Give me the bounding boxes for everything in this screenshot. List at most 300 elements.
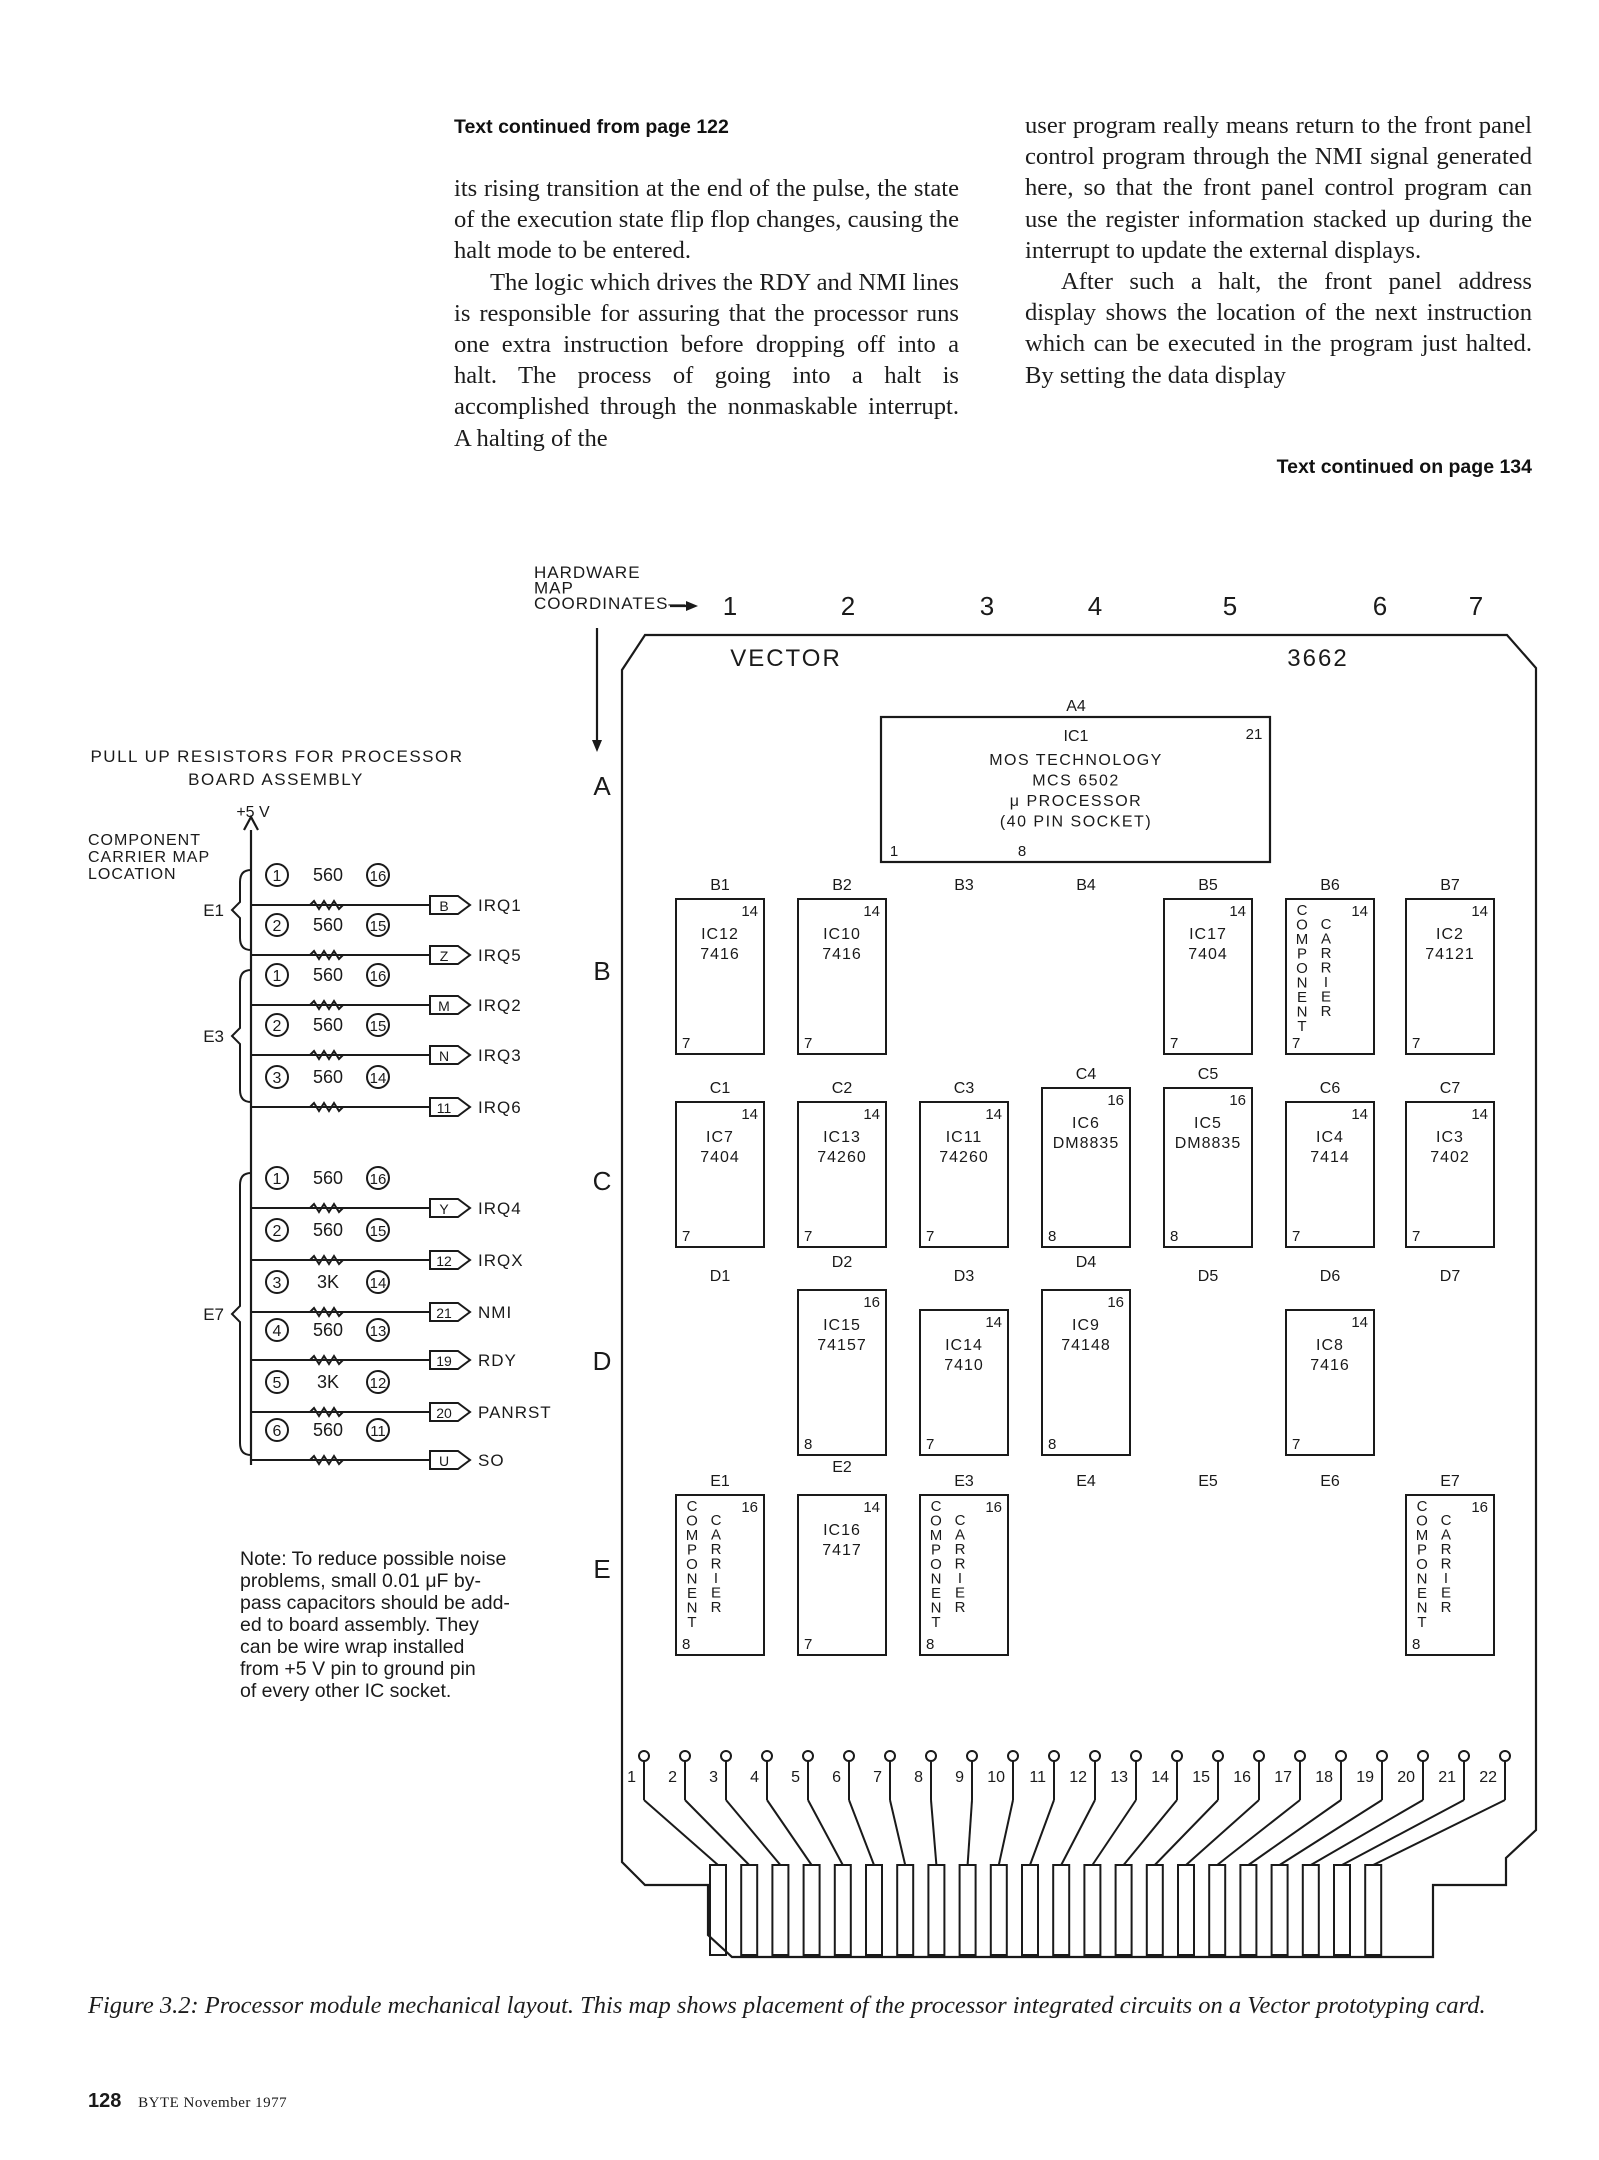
- ic-socket: [798, 899, 886, 1054]
- ic-socket: [798, 1495, 886, 1655]
- hardware-map-label: HARDWARE: [534, 563, 641, 582]
- pin-number: 8: [682, 1636, 691, 1653]
- socket-ic-label: IC17: [1189, 926, 1227, 943]
- socket-position: B3: [954, 877, 974, 894]
- edge-pin: [1213, 1751, 1223, 1761]
- carrier-location-label: CARRIER MAP: [88, 849, 211, 866]
- edge-trace: [931, 1800, 936, 1865]
- right-pin-number: 11: [370, 1423, 386, 1440]
- connector-label: B: [439, 898, 449, 914]
- edge-pin: [1336, 1751, 1346, 1761]
- left-pin-number: 6: [272, 1423, 282, 1440]
- edge-pin-number: 17: [1274, 1769, 1292, 1786]
- edge-pin: [1049, 1751, 1059, 1761]
- pin-number: 16: [741, 1499, 758, 1516]
- carrier-letter: T: [687, 1614, 697, 1631]
- resistor-value: 560: [312, 1220, 344, 1240]
- socket-position: B7: [1440, 877, 1460, 894]
- socket-position: C3: [953, 1080, 975, 1097]
- carrier-letter: C: [1320, 916, 1332, 933]
- connector-label: Z: [439, 948, 449, 964]
- column-coordinate: 2: [840, 591, 856, 621]
- carrier-letter: N: [686, 1570, 698, 1588]
- carrier-letter: I: [957, 1570, 963, 1587]
- row-coordinate: E: [593, 1554, 611, 1584]
- ic-socket: [1164, 1088, 1252, 1247]
- edge-finger: [960, 1865, 976, 1955]
- carrier-letter: R: [1440, 1541, 1452, 1558]
- pin-number: 14: [863, 1106, 880, 1123]
- edge-pin-number: 14: [1151, 1769, 1169, 1786]
- edge-pin-number: 3: [709, 1769, 718, 1786]
- ic-socket: [1286, 1310, 1374, 1455]
- socket-position: C4: [1075, 1066, 1097, 1083]
- carrier-letter: O: [686, 1556, 698, 1573]
- socket-position: D6: [1319, 1268, 1341, 1285]
- left-pin-number: 3: [272, 1070, 282, 1087]
- socket-part-number: 7416: [700, 946, 740, 963]
- processor-description: MOS TECHNOLOGY: [989, 752, 1163, 769]
- left-pin-number: 3: [272, 1275, 282, 1292]
- carrier-letter: R: [1440, 1555, 1452, 1573]
- edge-finger: [1272, 1865, 1288, 1955]
- carrier-letter: A: [1440, 1526, 1452, 1544]
- carrier-letter: E: [710, 1584, 722, 1602]
- hardware-map-label: COORDINATES—: [534, 594, 687, 613]
- connector-label: 20: [436, 1405, 452, 1421]
- edge-pin-number: 12: [1069, 1769, 1087, 1786]
- carrier-letter: A: [1320, 930, 1332, 948]
- pin-number: 7: [1412, 1228, 1421, 1245]
- connector-symbol: [430, 1451, 470, 1469]
- connector-label: 21: [436, 1305, 452, 1321]
- processor-description: μ PROCESSOR: [1009, 793, 1143, 810]
- carrier-letter: R: [710, 1599, 722, 1616]
- row-coordinate: B: [593, 956, 611, 986]
- resistor-value: 560: [312, 1015, 344, 1035]
- edge-finger: [835, 1865, 851, 1955]
- group-label: E7: [203, 1305, 224, 1324]
- right-pin-number: 16: [369, 868, 387, 885]
- carrier-letter: P: [930, 1541, 942, 1559]
- ic-socket: [1042, 1088, 1130, 1247]
- carrier-letter: C: [710, 1512, 722, 1529]
- signal-name: RDY: [478, 1351, 517, 1370]
- socket-position: C6: [1319, 1080, 1341, 1097]
- left-pin-number: 1: [272, 1171, 282, 1188]
- signal-name: IRQX: [478, 1251, 524, 1270]
- socket-part-number: 74121: [1425, 946, 1475, 963]
- pin-number: 7: [804, 1228, 813, 1245]
- ic-socket: [1286, 1102, 1374, 1247]
- socket-ic-label: IC15: [823, 1317, 861, 1334]
- carrier-letter: N: [1416, 1599, 1428, 1617]
- paragraph: user program really means return to the front panel control program through the NMI signal generated here, so that the front panel control program can use the register information stacked up during the interrupt to update the external displays.: [1025, 112, 1532, 264]
- carrier-letter: P: [1416, 1541, 1428, 1559]
- ic-socket: [1164, 899, 1252, 1054]
- carrier-letter: O: [930, 1512, 942, 1530]
- edge-pin: [762, 1751, 772, 1761]
- socket-position: E1: [710, 1473, 730, 1490]
- right-pin-number: 15: [369, 918, 387, 935]
- socket-ic-label: IC8: [1316, 1337, 1344, 1354]
- edge-finger: [1053, 1865, 1069, 1955]
- edge-trace: [1124, 1800, 1177, 1865]
- resistor-value: 560: [312, 965, 344, 985]
- carrier-letter: O: [1296, 916, 1308, 934]
- left-pin-number: 2: [272, 1223, 282, 1240]
- carrier-letter: M: [1295, 931, 1309, 948]
- carrier-letter: I: [1443, 1570, 1449, 1587]
- column-coordinate: 7: [1468, 591, 1484, 621]
- socket-part-number: 74157: [817, 1337, 867, 1354]
- paragraph: After such a halt, the front panel address display shows the location of the next instruction which can be executed in the program just halted. By setting the data display: [1025, 268, 1532, 389]
- socket-ic-label: IC1: [1063, 728, 1089, 745]
- connector-label: Y: [439, 1201, 449, 1217]
- edge-finger: [1084, 1865, 1100, 1955]
- carrier-letter: M: [685, 1527, 699, 1544]
- edge-pin: [1008, 1751, 1018, 1761]
- carrier-letter: R: [954, 1541, 966, 1558]
- carrier-letter: N: [1296, 1003, 1308, 1021]
- carrier-letter: P: [686, 1541, 698, 1559]
- carrier-letter: R: [1320, 945, 1332, 962]
- socket-position: B1: [710, 877, 730, 894]
- left-pin-number: 5: [272, 1375, 282, 1392]
- edge-pin: [1377, 1751, 1387, 1761]
- carrier-letter: R: [954, 1555, 966, 1573]
- paragraph: its rising transition at the end of the pulse, the state of the execution state flip flop changes, causing the halt mode to be entered.: [454, 175, 959, 265]
- pin-number: 8: [1048, 1436, 1057, 1453]
- carrier-letter: N: [1296, 974, 1308, 992]
- socket-position: E2: [832, 1459, 852, 1476]
- carrier-letter: M: [1415, 1527, 1429, 1544]
- pin-number: 8: [1412, 1636, 1421, 1653]
- signal-name: PANRST: [478, 1403, 552, 1422]
- resistor-value: 560: [312, 865, 344, 885]
- signal-name: IRQ5: [478, 946, 522, 965]
- signal-name: IRQ6: [478, 1098, 522, 1117]
- socket-part-number: 74260: [817, 1149, 867, 1166]
- socket-part-number: 7416: [822, 946, 862, 963]
- edge-pin-number: 9: [955, 1769, 964, 1786]
- edge-pin-number: 6: [832, 1769, 841, 1786]
- continued-from-note: Text continued from page 122: [454, 116, 729, 138]
- socket-ic-label: IC6: [1072, 1115, 1100, 1132]
- paragraph: The logic which drives the RDY and NMI lines is responsible for assuring that the processor runs one extra instruction before dropping off into a halt. The process of going into a halt is accomplished through the nonmaskable interrupt. A halting of the: [454, 268, 959, 452]
- left-pin-number: 2: [272, 918, 282, 935]
- edge-finger: [1365, 1865, 1381, 1955]
- socket-part-number: 7404: [700, 1149, 740, 1166]
- row-coordinate: C: [592, 1166, 612, 1196]
- carrier-letter: C: [954, 1512, 966, 1529]
- ic-socket: [1042, 1290, 1130, 1455]
- carrier-location-label: COMPONENT: [88, 832, 201, 849]
- pin-number: 7: [1292, 1228, 1301, 1245]
- ic-socket: [1406, 1102, 1494, 1247]
- carrier-letter: T: [1417, 1614, 1427, 1631]
- socket-ic-label: IC3: [1436, 1129, 1464, 1146]
- note-text: pass capacitors should be add-: [240, 1592, 510, 1614]
- board-brand: VECTOR: [730, 645, 842, 672]
- edge-pin: [926, 1751, 936, 1761]
- carrier-letter: N: [930, 1570, 942, 1588]
- edge-finger: [1147, 1865, 1163, 1955]
- right-pin-number: 16: [369, 1171, 387, 1188]
- edge-trace: [1186, 1800, 1259, 1865]
- pin-number: 7: [926, 1228, 935, 1245]
- edge-pin-number: 2: [668, 1769, 677, 1786]
- pin-number: 14: [1471, 1106, 1488, 1123]
- pin-number: 1: [889, 843, 899, 860]
- carrier-letter: T: [931, 1614, 941, 1631]
- edge-finger: [866, 1865, 882, 1955]
- pin-number: 14: [1351, 1106, 1368, 1123]
- pin-number: 16: [1229, 1092, 1246, 1109]
- column-coordinate: 5: [1222, 591, 1238, 621]
- pin-number: 14: [741, 1106, 758, 1123]
- edge-trace: [1155, 1800, 1218, 1865]
- left-pin-number: 2: [272, 1018, 282, 1035]
- ic-socket: [798, 1290, 886, 1455]
- connector-symbol: [430, 896, 470, 914]
- edge-pin-number: 7: [873, 1769, 882, 1786]
- carrier-letter: O: [1416, 1556, 1428, 1573]
- socket-position: E3: [954, 1473, 974, 1490]
- pin-number: 7: [682, 1228, 691, 1245]
- edge-finger: [1022, 1865, 1038, 1955]
- edge-trace: [808, 1800, 843, 1865]
- carrier-letter: R: [1320, 959, 1332, 977]
- edge-trace: [999, 1800, 1013, 1865]
- pin-number: 8: [1048, 1228, 1057, 1245]
- ic-socket: [920, 1310, 1008, 1455]
- edge-finger: [1240, 1865, 1256, 1955]
- edge-trace: [849, 1800, 874, 1865]
- pin-number: 7: [1412, 1035, 1421, 1052]
- connector-label: M: [438, 998, 450, 1014]
- carrier-letter: O: [1416, 1512, 1428, 1530]
- note-text: of every other IC socket.: [240, 1680, 452, 1702]
- pin-number: 7: [682, 1035, 691, 1052]
- signal-name: IRQ2: [478, 996, 522, 1015]
- socket-part-number: 7414: [1310, 1149, 1350, 1166]
- resistor-value: 560: [312, 1168, 344, 1188]
- carrier-letter: E: [686, 1585, 698, 1602]
- edge-trace: [1217, 1800, 1300, 1865]
- carrier-location-label: LOCATION: [88, 866, 177, 883]
- connector-label: U: [438, 1453, 450, 1469]
- edge-pin-number: 13: [1110, 1769, 1128, 1786]
- carrier-letter: N: [686, 1599, 698, 1617]
- pin-number: 14: [1229, 903, 1246, 920]
- carrier-letter: E: [930, 1585, 942, 1602]
- socket-part-number: 74148: [1061, 1337, 1111, 1354]
- edge-pin: [1090, 1751, 1100, 1761]
- carrier-letter: E: [1416, 1585, 1428, 1602]
- socket-position: E4: [1076, 1473, 1096, 1490]
- page-footer: [88, 2090, 287, 2113]
- signal-name: IRQ3: [478, 1046, 522, 1065]
- resistor-value: 3K: [316, 1272, 340, 1292]
- left-pin-number: 4: [272, 1323, 282, 1340]
- socket-ic-label: IC4: [1316, 1129, 1344, 1146]
- socket-part-number: 7404: [1188, 946, 1228, 963]
- group-brace: [232, 1173, 251, 1455]
- edge-trace: [1373, 1800, 1505, 1865]
- edge-trace: [890, 1800, 905, 1865]
- signal-name: NMI: [478, 1303, 513, 1322]
- pin-number: 8: [804, 1436, 813, 1453]
- row-coordinate: D: [592, 1346, 612, 1376]
- edge-trace: [1030, 1800, 1054, 1865]
- socket-position: E6: [1320, 1473, 1340, 1490]
- socket-position: D7: [1439, 1268, 1461, 1285]
- pin-number: 7: [1292, 1436, 1301, 1453]
- edge-pin-number: 10: [987, 1769, 1005, 1786]
- edge-trace: [644, 1800, 718, 1865]
- socket-ic-label: IC16: [823, 1522, 861, 1539]
- socket-position: C7: [1439, 1080, 1461, 1097]
- column-coordinate: 3: [979, 591, 995, 621]
- ic-socket: [676, 899, 764, 1054]
- group-label: E1: [203, 901, 224, 920]
- down-arrowhead: [592, 740, 602, 752]
- socket-position: D2: [831, 1254, 853, 1271]
- socket-position: E7: [1440, 1473, 1460, 1490]
- pin-number: 21: [1245, 726, 1263, 743]
- connector-symbol: [430, 996, 470, 1014]
- right-pin-number: 15: [369, 1018, 387, 1035]
- edge-pin-number: 1: [627, 1769, 636, 1786]
- connector-label: N: [438, 1048, 450, 1064]
- group-label: E3: [203, 1027, 224, 1046]
- socket-position: A4: [1066, 698, 1086, 715]
- edge-pin: [721, 1751, 731, 1761]
- socket-ic-label: IC9: [1072, 1317, 1100, 1334]
- carrier-letter: C: [1296, 902, 1308, 919]
- carrier-letter: C: [930, 1498, 942, 1515]
- note-text: Note: To reduce possible noise: [240, 1548, 507, 1570]
- socket-ic-label: IC11: [945, 1129, 983, 1146]
- carrier-letter: N: [1416, 1570, 1428, 1588]
- edge-finger: [1116, 1865, 1132, 1955]
- socket-ic-label: IC12: [701, 926, 739, 943]
- left-pin-number: 1: [272, 968, 282, 985]
- pin-number: 7: [804, 1636, 813, 1653]
- socket-position: C1: [709, 1080, 731, 1097]
- edge-finger: [897, 1865, 913, 1955]
- note-text: problems, small 0.01 μF by-: [240, 1570, 481, 1592]
- connector-label: 12: [436, 1253, 452, 1269]
- edge-trace: [1092, 1800, 1136, 1865]
- edge-finger: [1303, 1865, 1319, 1955]
- carrier-letter: M: [929, 1527, 943, 1544]
- socket-part-number: 7416: [1310, 1357, 1350, 1374]
- carrier-letter: C: [686, 1498, 698, 1515]
- continued-on-note: Text continued on page 134: [1276, 456, 1532, 478]
- socket-ic-label: IC5: [1194, 1115, 1222, 1132]
- edge-trace: [726, 1800, 780, 1865]
- group-brace: [232, 870, 251, 950]
- column-coordinate: 1: [722, 591, 738, 621]
- edge-finger: [991, 1865, 1007, 1955]
- pin-number: 14: [863, 1499, 880, 1516]
- edge-pin: [803, 1751, 813, 1761]
- connector-label: 11: [436, 1100, 452, 1116]
- socket-position: D5: [1197, 1268, 1219, 1285]
- edge-pin-number: 11: [1029, 1769, 1046, 1786]
- edge-pin: [1418, 1751, 1428, 1761]
- carrier-letter: R: [1320, 1003, 1332, 1020]
- note-text: from +5 V pin to ground pin: [240, 1658, 476, 1680]
- pin-number: 16: [1107, 1294, 1124, 1311]
- socket-position: D3: [953, 1268, 975, 1285]
- edge-pin-number: 22: [1479, 1769, 1497, 1786]
- resistor-value: 560: [312, 915, 344, 935]
- pin-number: 16: [863, 1294, 880, 1311]
- edge-pin-number: 15: [1192, 1769, 1210, 1786]
- carrier-letter: E: [954, 1584, 966, 1602]
- socket-position: B5: [1198, 877, 1218, 894]
- ic-socket: [798, 1102, 886, 1247]
- pin-number: 14: [985, 1106, 1002, 1123]
- column-coordinate: 6: [1372, 591, 1388, 621]
- right-pin-number: 14: [369, 1275, 387, 1292]
- ic-socket: [1406, 899, 1494, 1054]
- socket-position: C2: [831, 1080, 853, 1097]
- edge-pin-number: 18: [1315, 1769, 1333, 1786]
- right-pin-number: 15: [369, 1223, 387, 1240]
- socket-ic-label: IC2: [1436, 926, 1464, 943]
- socket-ic-label: IC10: [823, 926, 861, 943]
- right-pin-number: 16: [369, 968, 387, 985]
- socket-ic-label: IC14: [945, 1337, 983, 1354]
- carrier-letter: O: [1296, 960, 1308, 977]
- socket-part-number: 74260: [939, 1149, 989, 1166]
- edge-pin-number: 20: [1397, 1769, 1415, 1786]
- right-pin-number: 12: [369, 1375, 387, 1392]
- connector-label: 19: [436, 1353, 452, 1369]
- right-pin-number: 14: [369, 1070, 387, 1087]
- signal-name: SO: [478, 1451, 505, 1470]
- socket-position: E5: [1198, 1473, 1218, 1490]
- pin-number: 16: [985, 1499, 1002, 1516]
- edge-trace: [1342, 1800, 1464, 1865]
- left-pin-number: 1: [272, 868, 282, 885]
- ic-socket: [920, 1102, 1008, 1247]
- carrier-letter: E: [1320, 988, 1332, 1006]
- edge-pin: [1295, 1751, 1305, 1761]
- edge-finger: [1209, 1865, 1225, 1955]
- edge-finger: [1334, 1865, 1350, 1955]
- socket-part-number: 7402: [1430, 1149, 1470, 1166]
- pin-number: 8: [1170, 1228, 1179, 1245]
- edge-pin-number: 21: [1438, 1769, 1456, 1786]
- socket-position: B6: [1320, 877, 1340, 894]
- socket-position: D1: [709, 1268, 731, 1285]
- carrier-letter: O: [930, 1556, 942, 1573]
- supply-label: +5 V: [236, 804, 270, 821]
- pin-number: 7: [804, 1035, 813, 1052]
- row-coordinate: A: [593, 771, 611, 801]
- edge-pin: [1131, 1751, 1141, 1761]
- carrier-letter: E: [1440, 1584, 1452, 1602]
- carrier-letter: R: [710, 1541, 722, 1558]
- pin-number: 14: [1471, 903, 1488, 920]
- pin-number: 7: [1292, 1035, 1301, 1052]
- edge-trace: [968, 1800, 972, 1865]
